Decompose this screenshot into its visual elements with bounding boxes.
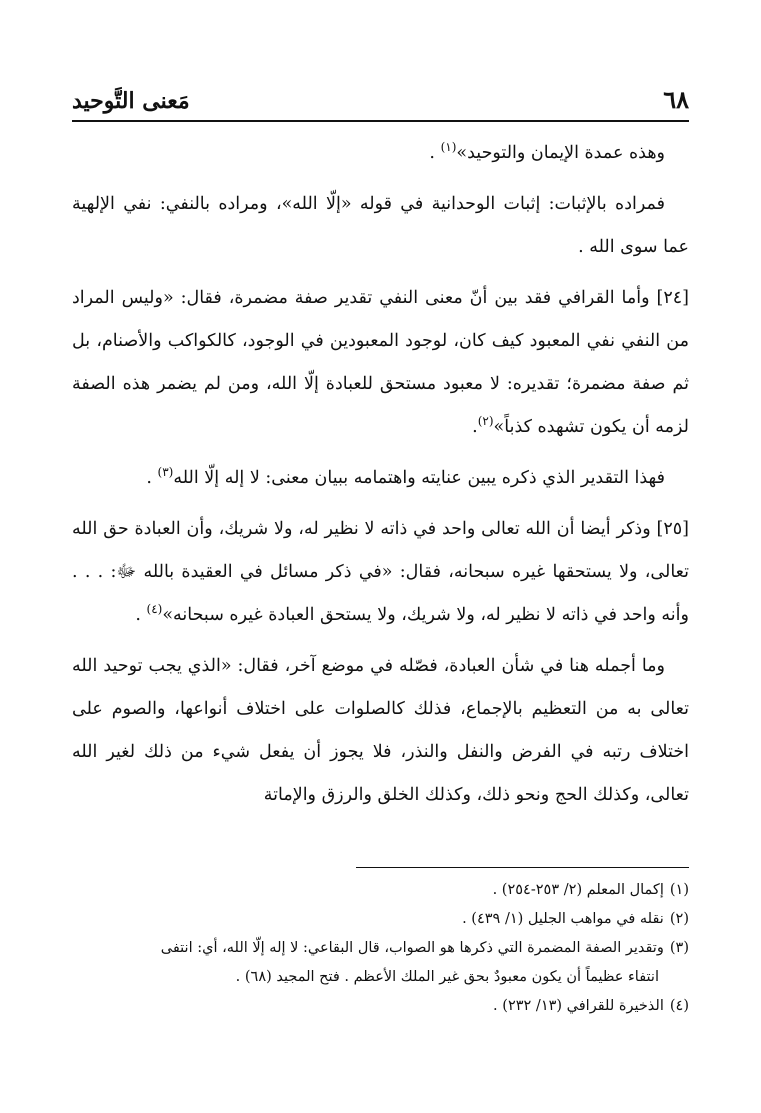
footnote-continuation: انتفاء عظيماً أن يكون معبودٌ بحق غير الملك الأعظم . فتح المجيد (٦٨) . bbox=[235, 969, 659, 985]
footnote-ref: (٣) bbox=[157, 465, 174, 480]
footnote-text: نقله في مواهب الجليل (١/ ٤٣٩) . bbox=[462, 911, 664, 927]
footnote-item bbox=[72, 876, 689, 905]
paragraph-tail: . bbox=[472, 417, 478, 437]
footnotes bbox=[72, 876, 689, 1021]
paragraph-text: وهذه عمدة الإيمان والتوحيد» bbox=[456, 143, 665, 163]
paragraph-tail: . bbox=[135, 605, 147, 625]
paragraph-text: [٢٤] وأما القرافي فقد بين أنّ معنى النفي تقدير صفة مضمرة، فقال: «وليس المراد من النفي نفي المعبود كيف كان، لوجود المعبودين في الوجود، كالكواكب والأصنام، بل ثم صفة مضمرة؛ تقديره: لا معبود مستحق للعبادة إلّا الله، ومن لم يضمر هذه الصفة لزمه أن يكون تشهده كذباً» bbox=[72, 288, 689, 437]
footnote-divider bbox=[356, 867, 689, 868]
paragraph bbox=[72, 645, 689, 817]
footnote-ref: (٢) bbox=[477, 414, 494, 429]
paragraph-tail: . bbox=[146, 468, 158, 488]
footnote-number: (٢) bbox=[669, 911, 689, 927]
paragraph-text: فهذا التقدير الذي ذكره يبين عنايته واهتمامه ببيان معنى: لا إله إلّا الله bbox=[173, 468, 665, 488]
footnote-ref: (٤) bbox=[146, 602, 163, 617]
footnote-text: إكمال المعلم (٢/ ٢٥٣-٢٥٤) . bbox=[492, 882, 664, 898]
footnote-number: (٤) bbox=[669, 998, 689, 1014]
paragraph bbox=[72, 132, 689, 175]
paragraph-text: وما أجمله هنا في شأن العبادة، فصّله في موضع آخر، فقال: «الذي يجب توحيد الله تعالى به من التعظيم بالإجماع، فذلك كالصلوات على اختلاف أنواعها، والصوم على اختلاف رتبه في الفرض والنفل والنذر، فلا يجوز أن يفعل شيء من ذلك لغير الله تعالى، وكذلك الحج ونحو ذلك، وكذلك الخلق والرزق والإماتة bbox=[72, 656, 689, 805]
body-text bbox=[72, 132, 689, 817]
running-title: مَعنى التَّوحيد bbox=[72, 88, 190, 114]
paragraph bbox=[72, 457, 689, 500]
running-header bbox=[72, 78, 689, 122]
footnote-text: الذخيرة للقرافي (١٣/ ٢٣٢) . bbox=[493, 998, 664, 1014]
footnote-item bbox=[72, 992, 689, 1021]
footnote-item bbox=[72, 905, 689, 934]
paragraph bbox=[72, 183, 689, 269]
page-number: ٦٨ bbox=[663, 85, 689, 114]
paragraph bbox=[72, 277, 689, 449]
paragraph bbox=[72, 508, 689, 637]
footnote-item bbox=[72, 934, 689, 992]
footnote-ref: (١) bbox=[440, 140, 457, 155]
footnote-number: (٣) bbox=[669, 940, 689, 956]
paragraph-text: فمراده بالإثبات: إثبات الوحدانية في قوله «إلّا الله»، ومراده بالنفي: نفي الإلهية عما سوى الله . bbox=[72, 194, 689, 257]
paragraph-tail: . bbox=[429, 143, 441, 163]
paragraph-text: [٢٥] وذكر أيضا أن الله تعالى واحد في ذاته لا نظير له، ولا شريك، وأن العبادة حق الله تعالى، ولا يستحقها غيره سبحانه، فقال: «في ذكر مسائل في العقيدة بالله ﷻ: . . . وأنه واحد في ذاته لا نظير له، ولا شريك، ولا يستحق العبادة غيره سبحانه» bbox=[72, 519, 689, 625]
footnote-number: (١) bbox=[669, 882, 689, 898]
footnote-text: وتقدير الصفة المضمرة التي ذكرها هو الصواب، قال البقاعي: لا إله إلّا الله، أي: انتفى bbox=[160, 940, 664, 956]
